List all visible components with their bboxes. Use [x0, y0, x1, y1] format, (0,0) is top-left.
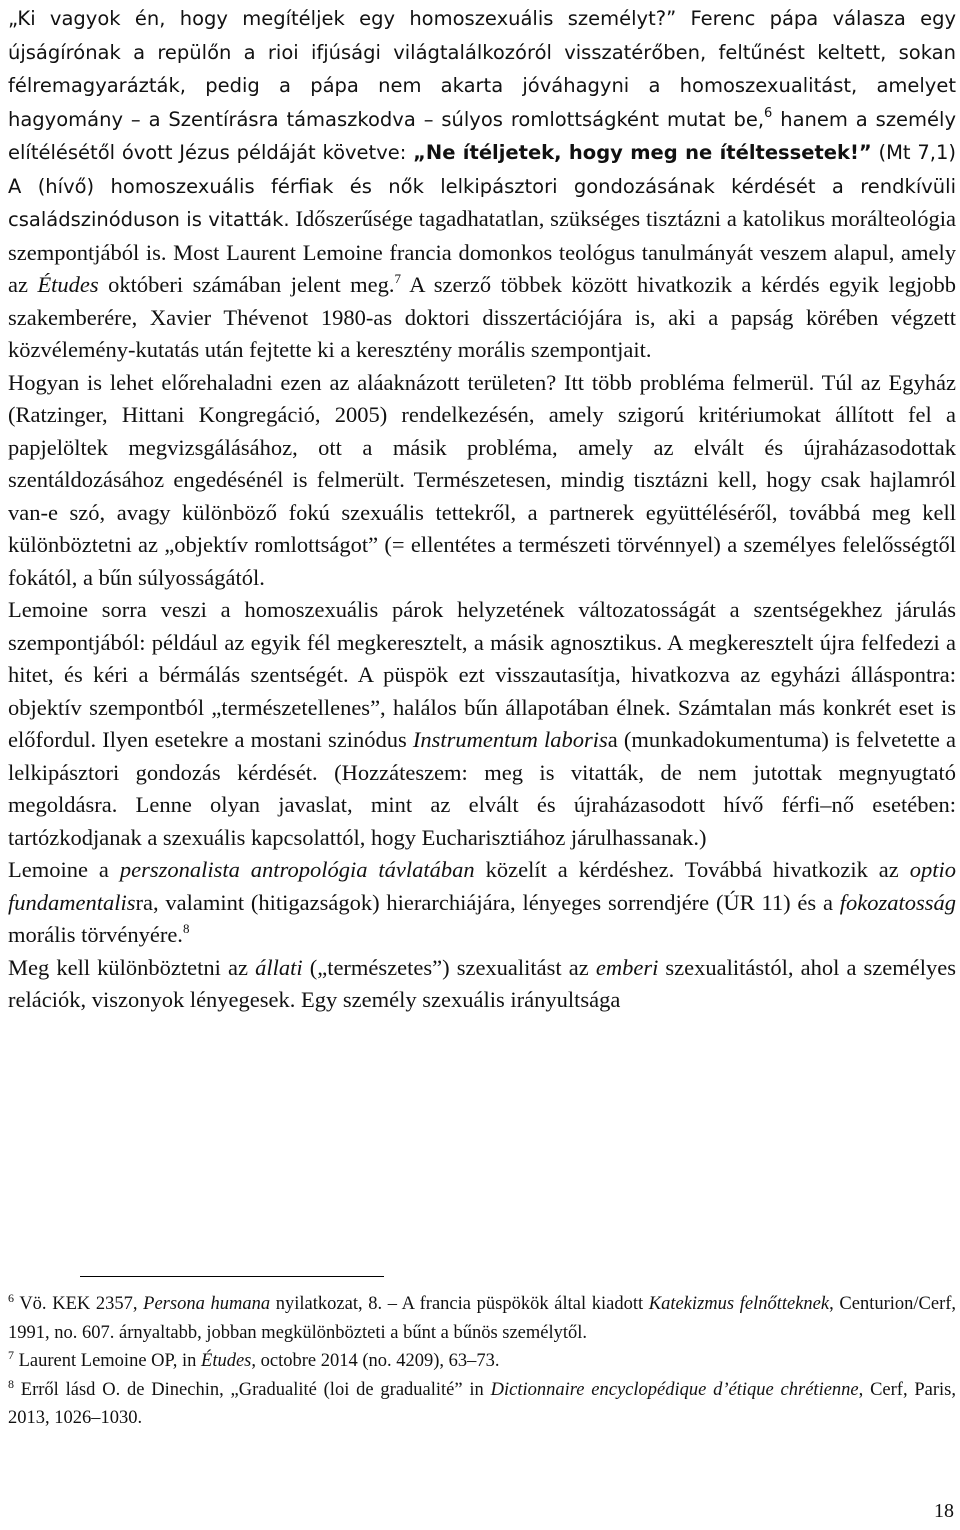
paragraph-3-text: a (munkadokumentuma) is felvetette a lelkipásztori gondozás kérdését. (Hozzáteszem: meg is vitatták, de nem jutottak megnyugtató megoldásra. Lenne olyan javaslat, mint az elvált és újraházasodott hívő férfi–nő esetében: tartózkodjanak a szexuális kapcsolattól, hogy Eucharisztiához járulhassanak.): [8, 727, 957, 850]
paragraph-1-text: Időszerűsége tagadhatatlan, szükséges tisztázni a katolikus morálteológia szempontjából is. Most Laurent Lemoine francia domonkos teológus tanulmányát veszem alapul, amely az: [8, 206, 956, 297]
journal-title: Études: [37, 272, 99, 297]
footnote-italic: Études: [201, 1351, 252, 1371]
paragraph-4-text: közelít a kérdéshez. Továbbá hivatkozik az: [474, 857, 910, 882]
paragraph-1-text: hanem a személy elítélésétől óvott Jézus példáját követve:: [8, 107, 957, 164]
footnote-text: , octobre 2014 (no. 4209), 63–73.: [251, 1351, 500, 1371]
italic-term: állati: [255, 954, 303, 980]
footnote-6: [8, 1290, 956, 1347]
footnote-italic: Dictionnaire encyclopédique d’étique chrétienne: [490, 1379, 859, 1400]
footnote-text: , Centurion/Cerf, 1991, no. 607. árnyaltabb, jobban megkülönbözteti a bűnt a bűnös személytől.: [8, 1294, 957, 1343]
footnote-ref-6: 6: [764, 105, 773, 121]
footnote-8: [8, 1376, 956, 1433]
italic-term: emberi: [595, 954, 659, 980]
instrumentum-laboris: Instrumentum laboris: [412, 727, 608, 752]
paragraph-2: Hogyan is lehet előrehaladni ezen az aláaknázott területen? Itt több probléma felmerül. Túl az Egyház (Ratzinger, Hittani Kongregáció, 2005) rendelkezésén, amely szigorú kritériumokat állított fel a papjelöltek megvizsgálásához, ott a másik probléma, amely az elvált és újraházasodottak szentáldozásához engedésénél is felmerült. Természetesen, mindig tisztázni kell, hogy csak hajlamról van-e szó, avagy különböző fokú szexuális tettekről, a partnerek együttéléséről, továbbá meg kell különböztetni az „objektív romlottságot” (= ellentétes a természeti törvénnyel) a személyes felelősségtől fokától, a bűn súlyosságától.: [8, 369, 956, 590]
footnote-italic: Katekizmus felnőtteknek: [648, 1294, 830, 1314]
main-text: [8, 2, 956, 1017]
paragraph-1-text: „Ki vagyok én, hogy megítéljek egy homoszexuális személyt?” Ferenc pápa válasza egy újságírónak a repülőn a rioi ifjúsági világtalálkozóról visszatérőben, feltűnést keltett, sokan félremagyarázták, pedig a pápa nem akarta jóváhagyni a homoszexualitást, amelyet hagyomány – a Szentírásra támaszkodva – súlyos romlottságként mutat be,: [8, 7, 956, 131]
footnote-italic: Persona humana: [143, 1294, 271, 1314]
footnote-number: 6: [8, 1291, 14, 1305]
bible-quote: „Ne ítéljetek, hogy meg ne ítéltessetek!”: [413, 141, 872, 164]
footnote-text: nyilatkozat, 8. – A francia püspökök által kiadott: [270, 1294, 649, 1314]
paragraph-4-text: Lemoine a: [8, 857, 120, 882]
paragraph-4: [8, 854, 956, 952]
paragraph-4-text: ra, valamint (hitigazságok) hierarchiájára, lényeges sorrendjére (ÚR 11) és a: [135, 889, 840, 915]
footnote-number: 7: [8, 1348, 14, 1362]
paragraph-3: [8, 594, 956, 854]
paragraph-3-text: Lemoine sorra veszi a homoszexuális párok helyzetének változatosságát a szentségekhez járulás szempontjából: például az egyik fél megkeresztelt, a másik agnosztikus. A megkeresztelt újra felfedezi a hitet, és kéri a bérmálás szentségét. A püspök ezt visszautasítja, hivatkozva az egyházi álláspontra: objektív szempontból „természetellenes”, halálos bűn állapotában élnek. Számtalan más konkrét eset is előfordul. Ilyen esetekre a mostani szinódus: [8, 597, 956, 752]
paragraph-1-sans-part: [8, 7, 956, 231]
paragraph-5: [8, 952, 956, 1017]
paragraph-1-text: A szerző többek között hivatkozik a kérdés egyik legjobb szakemberére, Xavier Thévenot 1980-as doktori disszertációjára is, aki a papság körében végzett közvélemény-kutatás után fejtette ki a keresztény morális szempontjait.: [8, 272, 956, 362]
footnote-ref-7: 7: [394, 271, 402, 286]
paragraph-1-text: (Mt 7,1) A (hívő) homoszexuális férfiak és nők lelkipásztori gondozásának kérdését a rendkívüli családszinóduson is vitatták.: [8, 141, 956, 231]
footnote-separator: [80, 1276, 384, 1277]
paragraph-5-text: Meg kell különböztetni az: [8, 954, 256, 980]
italic-term: perszonalista antropológia távlatában: [119, 857, 475, 882]
footnote-text: Erről lásd O. de Dinechin, „Gradualité (loi de gradualité” in: [14, 1379, 491, 1400]
italic-term: optio fundamentalis: [8, 857, 956, 915]
footnote-text: Vö. KEK 2357,: [14, 1294, 144, 1314]
footnote-number: 8: [8, 1376, 14, 1391]
footnotes: [8, 1290, 956, 1433]
italic-term: fokozatosság: [839, 889, 956, 915]
paragraph-4-text: morális törvényére.: [8, 922, 183, 947]
paragraph-1-text: októberi számában jelent meg.: [98, 272, 395, 297]
footnote-ref-8: 8: [182, 921, 190, 936]
paragraph-5-text: („természetes”) szexualitást az: [302, 954, 596, 980]
paragraph-5-text: szexualitástól, ahol a személyes relációk, viszonyok lényegesek. Egy személy szexuális irányultsága: [8, 954, 956, 1012]
page-number: 18: [934, 1500, 954, 1522]
footnote-text: , Cerf, Paris, 2013, 1026–1030.: [8, 1379, 957, 1428]
footnote-7: [8, 1347, 956, 1376]
paragraph-1: [8, 2, 956, 367]
footnote-text: Laurent Lemoine OP, in: [14, 1351, 202, 1371]
